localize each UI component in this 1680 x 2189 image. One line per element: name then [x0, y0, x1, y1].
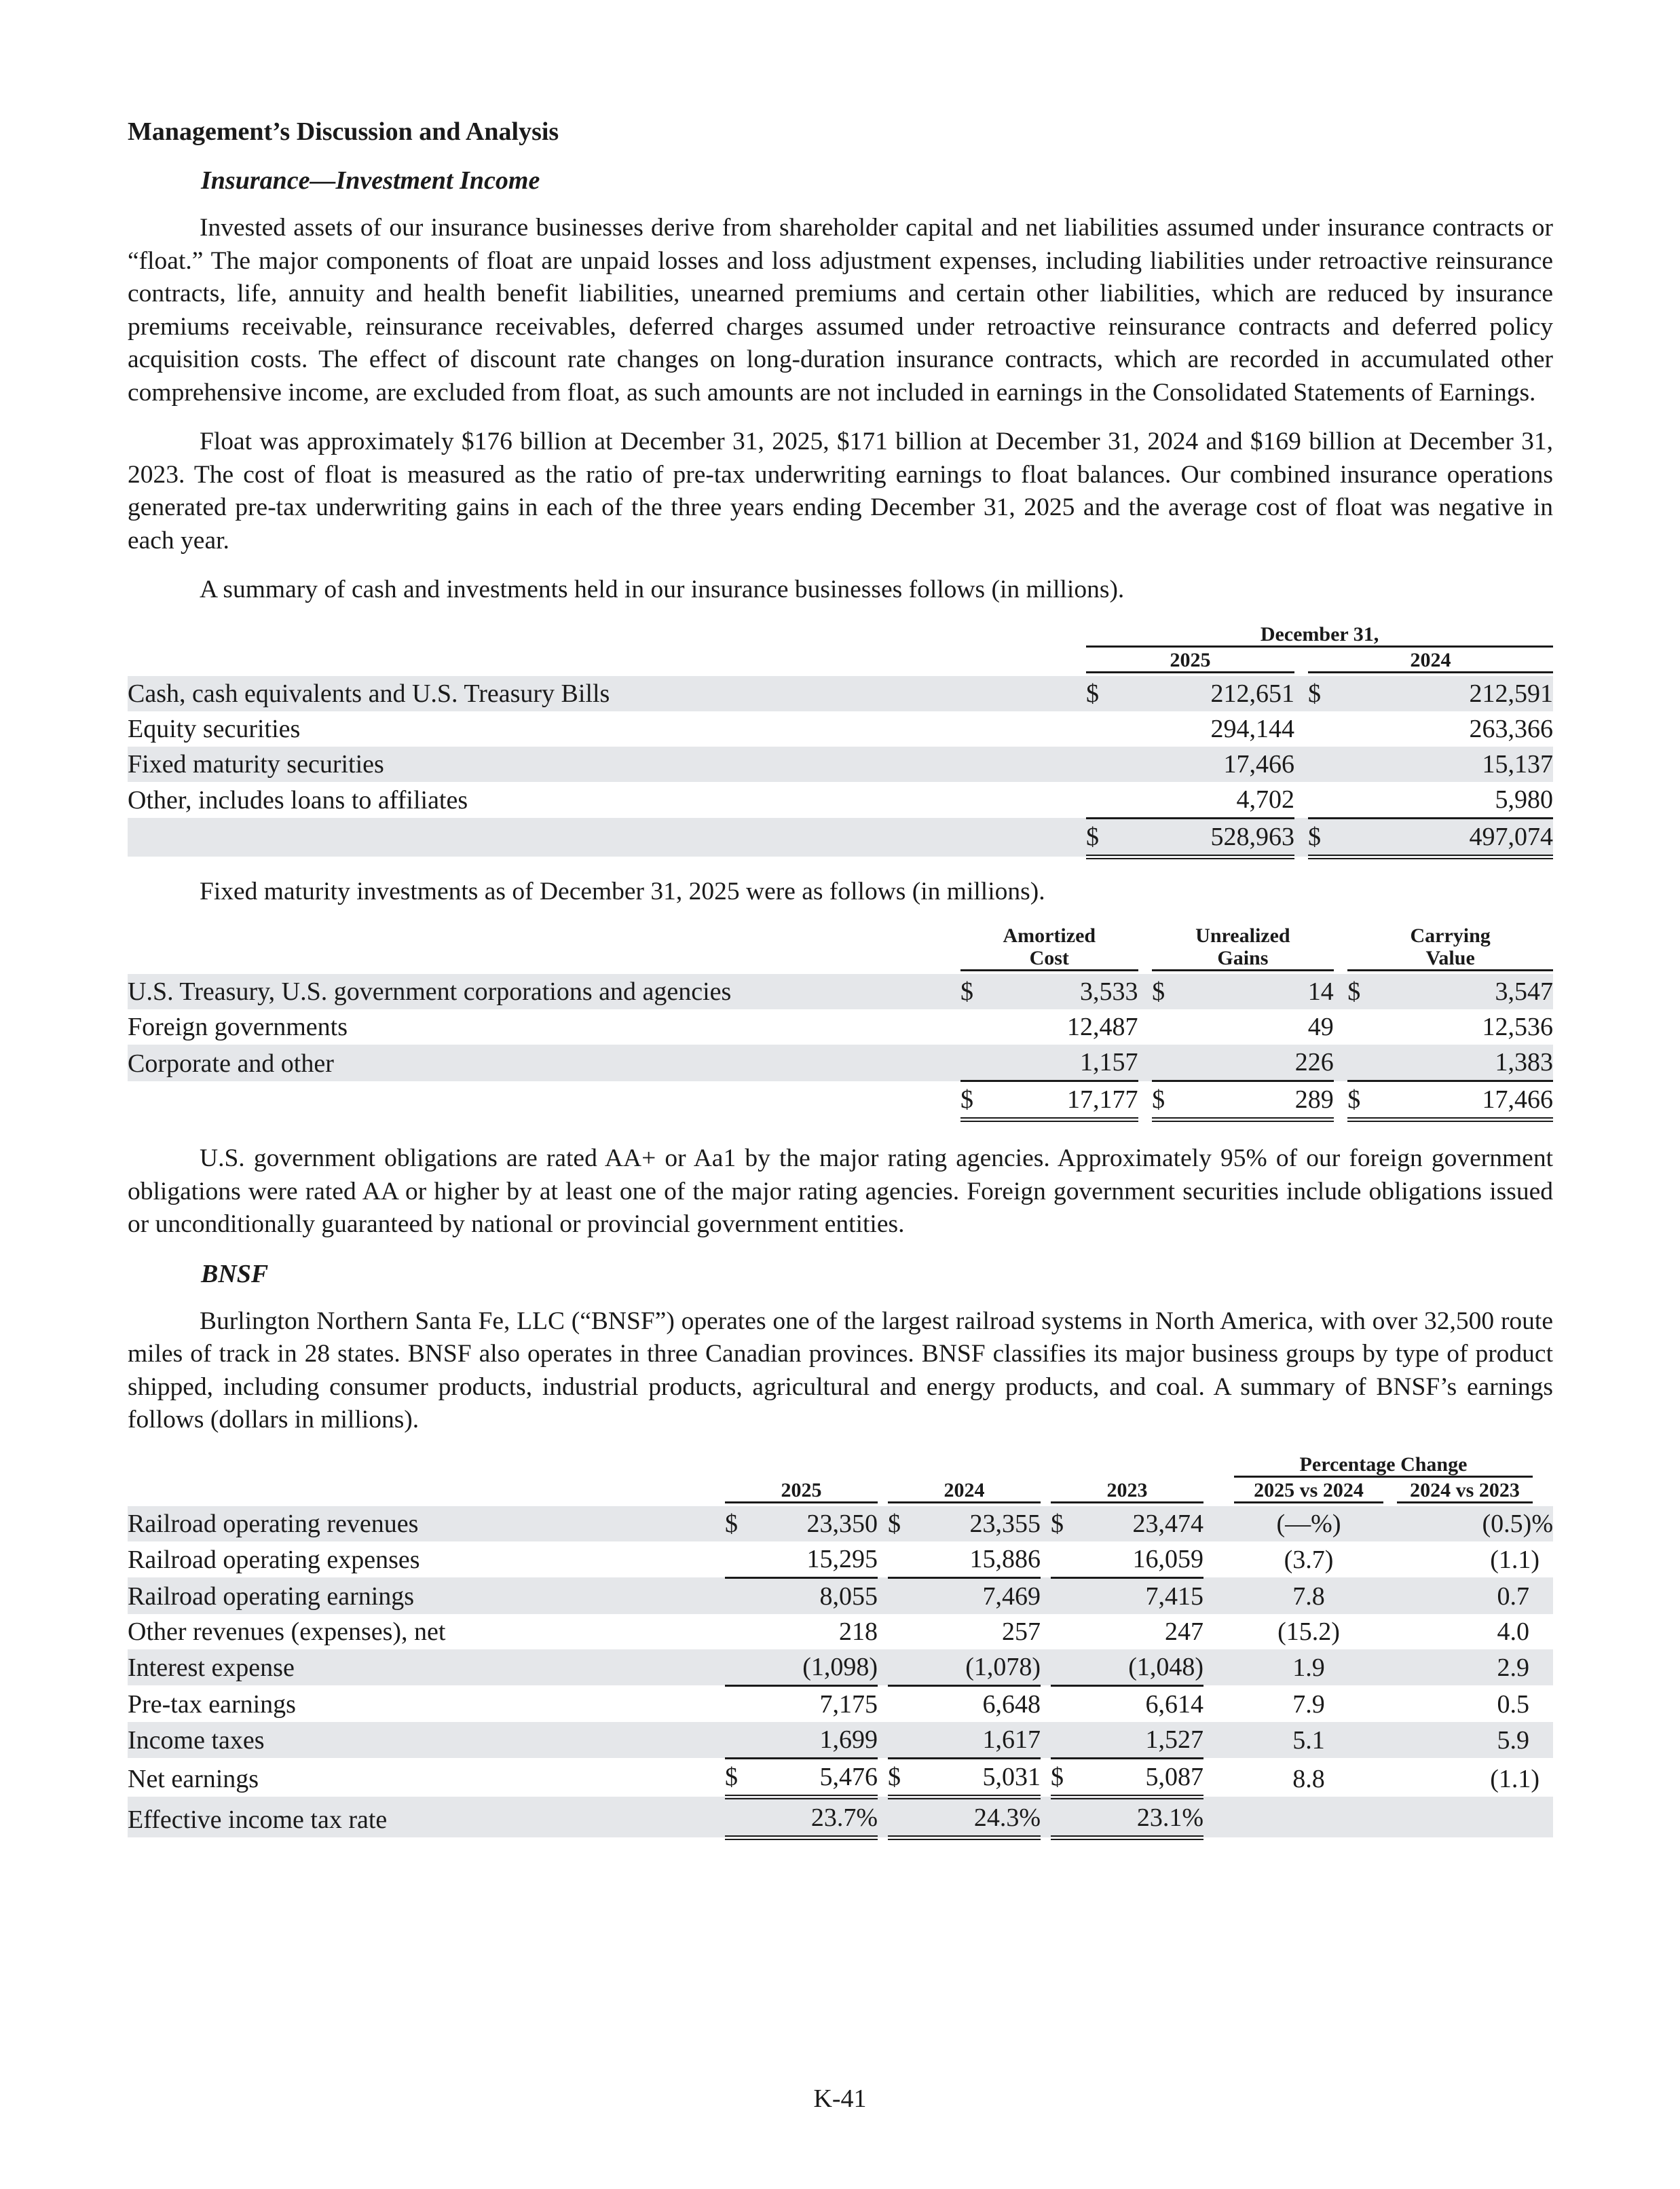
- dollar-sign: [1308, 711, 1349, 747]
- dollar-sign: [1086, 711, 1127, 747]
- table-row: [128, 711, 1553, 747]
- row-label: Interest expense: [128, 1649, 725, 1686]
- value-2024: 15,137: [1349, 747, 1553, 782]
- table-row: [128, 1506, 1553, 1541]
- dollar-sign: [1051, 1797, 1078, 1837]
- value-2024: 15,886: [915, 1541, 1041, 1578]
- row-label: Railroad operating revenues: [128, 1506, 725, 1541]
- row-label: Cash, cash equivalents and U.S. Treasury Bills: [128, 676, 1086, 711]
- change-2025-vs-2024: [1227, 1797, 1390, 1837]
- value-2024: 7,469: [915, 1577, 1041, 1614]
- dollar-sign: [1051, 1577, 1078, 1614]
- total-2025: 528,963: [1127, 818, 1294, 857]
- header-cost: Cost: [960, 947, 1138, 971]
- fixed-maturity-table: [128, 924, 1553, 1122]
- header-value: Value: [1347, 947, 1553, 971]
- table-row: [128, 1541, 1553, 1578]
- value-2023: (1,048): [1078, 1649, 1203, 1686]
- change-2025-vs-2024: 8.8: [1292, 1765, 1325, 1793]
- value-2025: 294,144: [1210, 714, 1294, 743]
- value-2025: 212,651: [1127, 676, 1294, 711]
- row-label: Other, includes loans to affiliates: [128, 786, 468, 815]
- change-2024-vs-2023: 0.7: [1390, 1577, 1553, 1614]
- paragraph-fixed-maturity-intro: Fixed maturity investments as of December 31, 2025 were as follows (in millions).: [200, 877, 1045, 905]
- value-2024: 5,031: [915, 1758, 1041, 1797]
- value-2024: 6,648: [982, 1689, 1041, 1719]
- dollar-sign: $: [1308, 818, 1349, 857]
- value-2024: 24.3%: [915, 1797, 1041, 1837]
- value-2025: 1,699: [752, 1722, 878, 1759]
- row-label: Pre-tax earnings: [128, 1689, 296, 1719]
- dollar-sign: [1051, 1649, 1078, 1686]
- value-2023: 1,527: [1078, 1722, 1203, 1759]
- dollar-sign: [1051, 1614, 1078, 1649]
- dollar-sign: $: [888, 1758, 915, 1797]
- header-2024: 2024: [888, 1479, 1041, 1503]
- value-2025: 17,466: [1127, 747, 1294, 782]
- table-row: [128, 1722, 1553, 1759]
- dollar-sign: [1308, 782, 1349, 819]
- dollar-sign: [888, 1577, 915, 1614]
- header-percentage-change: Percentage Change: [1234, 1453, 1533, 1478]
- table-row: [128, 1577, 1553, 1614]
- carrying-value: 12,536: [1482, 1013, 1553, 1041]
- dollar-sign: [888, 1685, 915, 1722]
- table-row: [128, 1614, 1553, 1649]
- dollar-sign: [725, 1797, 752, 1837]
- dollar-sign: [1152, 1045, 1187, 1081]
- change-2025-vs-2024: 5.1: [1227, 1722, 1390, 1759]
- value-2025: 218: [839, 1617, 878, 1646]
- value-2024: 1,617: [915, 1722, 1041, 1759]
- dollar-sign: $: [1152, 974, 1187, 1009]
- unrealized-gains: 226: [1187, 1045, 1334, 1081]
- row-label: Equity securities: [128, 714, 301, 743]
- total-amortized-cost: 17,177: [1003, 1081, 1138, 1120]
- value-2025: 4,702: [1127, 782, 1294, 819]
- dollar-sign: [960, 1045, 1003, 1081]
- value-2025: (1,098): [752, 1649, 878, 1686]
- header-gains: Gains: [1152, 947, 1334, 971]
- total-unrealized-gains: 289: [1187, 1081, 1334, 1120]
- change-2025-vs-2024: 1.9: [1227, 1649, 1390, 1686]
- dollar-sign: [1152, 1009, 1187, 1045]
- dollar-sign: [725, 1541, 752, 1578]
- table-row: [128, 782, 1553, 819]
- dollar-sign: [888, 1614, 915, 1649]
- unrealized-gains: 14: [1187, 974, 1334, 1009]
- value-2024: 257: [1002, 1617, 1041, 1646]
- table-row: [128, 747, 1553, 782]
- header-unrealized: Unrealized: [1195, 924, 1290, 947]
- header-carrying: Carrying: [1410, 924, 1491, 947]
- change-2025-vs-2024: (—%): [1227, 1506, 1390, 1541]
- dollar-sign: $: [1347, 1081, 1382, 1120]
- dollar-sign: $: [888, 1506, 915, 1541]
- change-2024-vs-2023: 2.9: [1390, 1649, 1553, 1686]
- value-2025: 15,295: [752, 1541, 878, 1578]
- dollar-sign: $: [725, 1758, 752, 1797]
- dollar-sign: [1086, 782, 1127, 819]
- dollar-sign: $: [725, 1506, 752, 1541]
- row-label: Effective income tax rate: [128, 1797, 725, 1837]
- row-label: Foreign governments: [128, 1013, 348, 1041]
- table-row: [128, 1758, 1553, 1797]
- paragraph-float-definition: Invested assets of our insurance businesses derive from shareholder capital and net liabilities assumed under insurance contracts or “float.” The major components of float are unpaid losses and loss adjustment expenses, including liabilities under retroactive reinsurance contracts, life, annuity and health benefit liabilities, unearned premiums and certain other liabilities, which are reduced by insurance premiums receivable, reinsurance receivables, deferred charges assumed under retroactive reinsurance contracts and deferred policy acquisition costs. The effect of discount rate changes on long-duration insurance contracts, which are recorded in accumulated other comprehensive income, are excluded from float, as such amounts are not included in earnings in the Consolidated Statements of Earnings.: [128, 214, 1553, 407]
- row-label: Railroad operating expenses: [128, 1546, 420, 1574]
- unrealized-gains: 49: [1307, 1013, 1334, 1041]
- header-2024-vs-2023: 2024 vs 2023: [1397, 1479, 1533, 1503]
- page-body: [128, 115, 1553, 1840]
- table-row: [128, 1797, 1553, 1837]
- value-2023: 16,059: [1078, 1541, 1203, 1578]
- value-2024: (1,078): [915, 1649, 1041, 1686]
- row-label: Other revenues (expenses), net: [128, 1617, 446, 1646]
- dollar-sign: [888, 1541, 915, 1578]
- dollar-sign: [888, 1722, 915, 1759]
- dollar-sign: $: [1051, 1758, 1078, 1797]
- value-2023: 5,087: [1078, 1758, 1203, 1797]
- value-2024: 212,591: [1349, 676, 1553, 711]
- row-label: Income taxes: [128, 1722, 725, 1759]
- row-label: Net earnings: [128, 1765, 259, 1793]
- amortized-cost: 3,533: [1003, 974, 1138, 1009]
- value-2023: 247: [1165, 1617, 1203, 1646]
- dollar-sign: $: [1347, 974, 1382, 1009]
- total-2024: 497,074: [1349, 818, 1553, 857]
- total-row: [128, 818, 1553, 857]
- change-2024-vs-2023: (1.1): [1490, 1546, 1539, 1574]
- total-carrying-value: 17,466: [1383, 1081, 1553, 1120]
- row-label: Fixed maturity securities: [128, 747, 1086, 782]
- row-label: U.S. Treasury, U.S. government corporations and agencies: [128, 974, 960, 1009]
- change-2025-vs-2024: 7.8: [1227, 1577, 1390, 1614]
- change-2024-vs-2023: (1.1): [1490, 1765, 1539, 1793]
- dollar-sign: [725, 1577, 752, 1614]
- paragraph-summary-intro: A summary of cash and investments held in our insurance businesses follows (in millions).: [200, 576, 1125, 603]
- table-row: [128, 1649, 1553, 1686]
- table-row: [128, 974, 1553, 1009]
- row-label: Corporate and other: [128, 1045, 960, 1081]
- subheading-investment-income: Insurance—Investment Income: [201, 166, 540, 195]
- dollar-sign: $: [1152, 1081, 1187, 1120]
- header-2025: 2025: [725, 1479, 878, 1503]
- change-2024-vs-2023: [1390, 1797, 1553, 1837]
- dollar-sign: $: [1308, 676, 1349, 711]
- header-2024: 2024: [1308, 649, 1553, 673]
- dollar-sign: $: [1086, 676, 1127, 711]
- table-row: [128, 1045, 1553, 1081]
- dollar-sign: [960, 1009, 1003, 1045]
- paragraph-ratings: U.S. government obligations are rated AA+ or Aa1 by the major rating agencies. Approximately 95% of our foreign government obligations were rated AA or higher by at least one of the major rating agencies. Foreign government securities include obligations issued or unconditionally guaranteed by national or provincial government entities.: [128, 1144, 1553, 1238]
- carrying-value: 3,547: [1383, 974, 1553, 1009]
- header-2025-vs-2024: 2025 vs 2024: [1234, 1479, 1383, 1503]
- dollar-sign: [725, 1614, 752, 1649]
- bnsf-earnings-table: [128, 1453, 1553, 1840]
- value-2025: 8,055: [752, 1577, 878, 1614]
- dollar-sign: [725, 1722, 752, 1759]
- dollar-sign: [1051, 1541, 1078, 1578]
- change-2025-vs-2024: (15.2): [1277, 1617, 1340, 1646]
- value-2023: 23,474: [1078, 1506, 1203, 1541]
- change-2024-vs-2023: 5.9: [1390, 1722, 1553, 1759]
- paragraph-bnsf-overview: Burlington Northern Santa Fe, LLC (“BNSF”) operates one of the largest railroad systems in North America, with over 32,500 route miles of track in 28 states. BNSF also operates in three Canadian provinces. BNSF classifies its major business groups by type of product shipped, including consumer products, industrial products, agricultural and energy products, and coal. A summary of BNSF’s earnings follows (dollars in millions).: [128, 1307, 1553, 1434]
- value-2023: 6,614: [1145, 1689, 1203, 1719]
- amortized-cost: 12,487: [1067, 1013, 1138, 1041]
- dollar-sign: $: [960, 974, 1003, 1009]
- paragraph-float-cost: Float was approximately $176 billion at December 31, 2025, $171 billion at December 31, 2024 and $169 billion at December 31, 2023. The cost of float is measured as the ratio of pre-tax underwriting earnings to float balances. Our combined insurance operations generated pre-tax underwriting gains in each of the three years ending December 31, 2025 and the average cost of float was negative in each year.: [128, 428, 1553, 555]
- change-2024-vs-2023: 4.0: [1497, 1617, 1529, 1646]
- dollar-sign: [1347, 1009, 1382, 1045]
- header-2025: 2025: [1086, 649, 1294, 673]
- dollar-sign: $: [1051, 1506, 1078, 1541]
- dollar-sign: [1308, 747, 1349, 782]
- total-row: [128, 1081, 1553, 1120]
- header-amortized: Amortized: [1003, 924, 1096, 947]
- dollar-sign: [1051, 1685, 1078, 1722]
- value-2025: 7,175: [819, 1689, 878, 1719]
- value-2025: 5,476: [752, 1758, 878, 1797]
- section-heading: Management’s Discussion and Analysis: [128, 117, 559, 146]
- value-2024: 23,355: [915, 1506, 1041, 1541]
- subheading-bnsf: BNSF: [201, 1259, 269, 1288]
- value-2023: 7,415: [1078, 1577, 1203, 1614]
- dollar-sign: [1051, 1722, 1078, 1759]
- dollar-sign: [725, 1685, 752, 1722]
- dollar-sign: [1347, 1045, 1382, 1081]
- value-2024: 263,366: [1469, 714, 1553, 743]
- dollar-sign: [888, 1797, 915, 1837]
- header-december-31: December 31,: [1086, 623, 1553, 648]
- amortized-cost: 1,157: [1003, 1045, 1138, 1081]
- change-2025-vs-2024: (3.7): [1284, 1546, 1334, 1574]
- value-2024: 5,980: [1349, 782, 1553, 819]
- table-row: [128, 676, 1553, 711]
- cash-investments-table: [128, 623, 1553, 859]
- value-2025: 23,350: [752, 1506, 878, 1541]
- row-label: Railroad operating earnings: [128, 1577, 725, 1614]
- change-2024-vs-2023: 0.5: [1497, 1689, 1529, 1719]
- header-2023: 2023: [1051, 1479, 1203, 1503]
- dollar-sign: [725, 1649, 752, 1686]
- page-number: K-41: [813, 2084, 867, 2113]
- dollar-sign: [888, 1649, 915, 1686]
- table-row: [128, 1685, 1553, 1722]
- value-2025: 23.7%: [752, 1797, 878, 1837]
- change-2025-vs-2024: 7.9: [1292, 1689, 1325, 1719]
- table-row: [128, 1009, 1553, 1045]
- dollar-sign: $: [1086, 818, 1127, 857]
- value-2023: 23.1%: [1078, 1797, 1203, 1837]
- change-2024-vs-2023: (0.5)%: [1390, 1506, 1553, 1541]
- carrying-value: 1,383: [1383, 1045, 1553, 1081]
- dollar-sign: [1086, 747, 1127, 782]
- dollar-sign: $: [960, 1081, 1003, 1120]
